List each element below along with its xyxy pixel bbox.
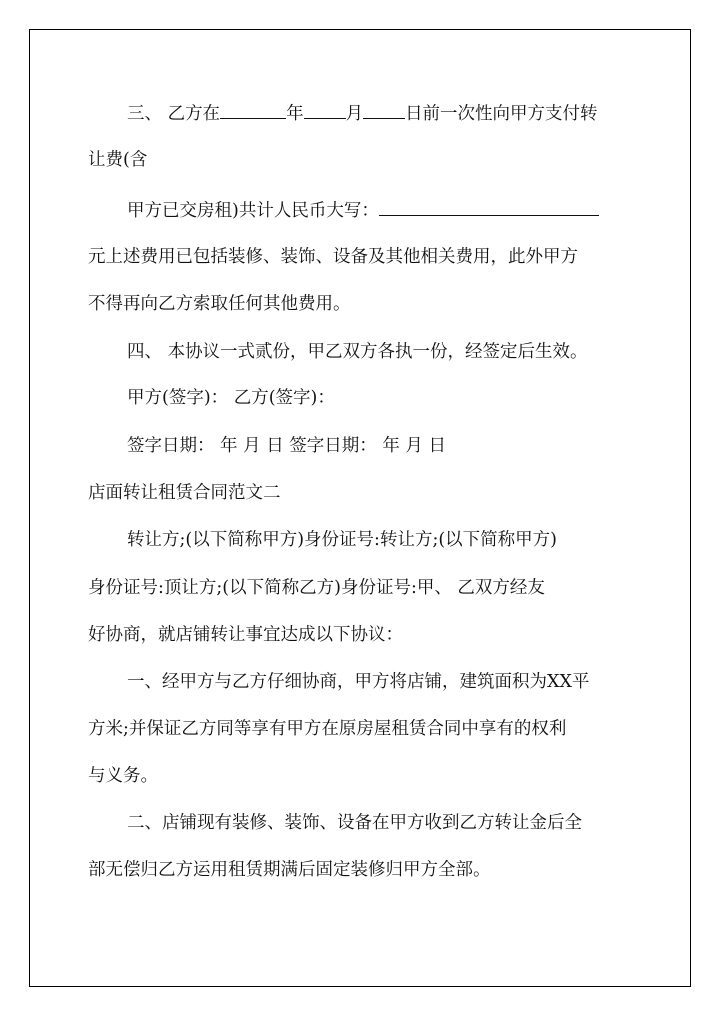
amount-line: [127, 197, 599, 223]
amount-text: 甲方已交房租)共计人民币大写：: [127, 201, 379, 221]
section-title: 店面转让租赁合同范文二: [88, 483, 281, 503]
clause-four-line: 四、 本协议一式贰份，甲乙双方各执一份，经签定后生效。: [127, 342, 588, 362]
paragraph-line: 身份证号:顶让方;(以下简称乙方)身份证号:甲、 乙双方经友: [88, 578, 545, 598]
paragraph-line: 方米;并保证乙方同等享有甲方在原房屋租赁合同中享有的权利: [88, 719, 567, 739]
amount-blank: [379, 197, 599, 216]
paragraph-line: 好协商，就店铺转让事宜达成以下协议：: [88, 625, 403, 645]
clause-three-line: [127, 100, 598, 126]
clause-three-prefix: 三、 乙方在: [127, 104, 221, 124]
clause-three-rest: 日前一次性向甲方支付转: [405, 104, 598, 124]
signature-line: 甲方(签字)： 乙方(签字)：: [127, 388, 335, 408]
paragraph-line: 二、店铺现有装修、装饰、设备在甲方收到乙方转让金后全: [127, 813, 582, 833]
paragraph-line: 一、经甲方与乙方仔细协商，甲方将店铺，建筑面积为XX平: [127, 672, 590, 692]
signature-date-line: 签字日期： 年 月 日 签字日期： 年 月 日: [127, 436, 446, 456]
month-label: 月: [345, 104, 364, 124]
day-blank: [363, 100, 405, 119]
paragraph-line: 与义务。: [88, 766, 158, 786]
month-blank: [304, 100, 346, 119]
paragraph-line: 部无偿归乙方运用租赁期满后固定装修归甲方全部。: [88, 860, 491, 880]
page-border: [29, 29, 691, 987]
paragraph-line: 不得再向乙方索取任何其他费用。: [88, 294, 351, 314]
paragraph-line: 让费(含: [88, 150, 148, 170]
year-label: 年: [286, 104, 304, 124]
paragraph-line: 元上述费用已包括装修、装饰、设备及其他相关费用，此外甲方: [88, 247, 578, 267]
year-blank: [220, 100, 286, 119]
paragraph-line: 转让方;(以下简称甲方)身份证号:转让方;(以下简称甲方): [127, 530, 557, 550]
